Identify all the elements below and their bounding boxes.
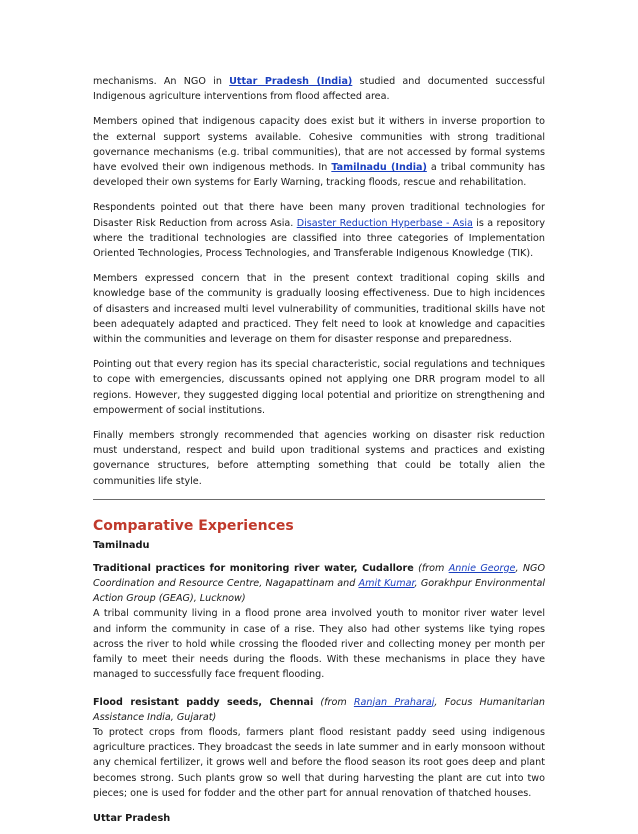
section-title: Comparative Experiences xyxy=(93,517,294,534)
experience-item xyxy=(93,561,545,683)
experience-item-body: To protect crops from floods, farmers plant flood resistant paddy seed using indigenous agriculture practices. They broadcast the seeds in late summer and in early monsoon without any chemical fertilizer, it grows well and before the flood season its root goes deep and plant becomes strong. Such plants grow so well that during harvesting the plant are cut into two pieces; one is used for fodder and the other part for annual renovation of thatched houses. xyxy=(93,726,545,799)
experience-item-heading: Flood resistant paddy seeds, Chennai (from Ranjan Praharaj, Focus Humanitarian Assistance India, Gujarat) xyxy=(93,696,545,723)
subsection-title-tamilnadu: Tamilnadu xyxy=(93,539,150,551)
paragraph-5: Pointing out that every region has its special characteristic, social regulations and techniques to cope with emergencies, discussants opined not applying one DRR program model to all regions. However, they suggested digging local potential and prioritize on strengthening and empowerment of social institutions. xyxy=(93,359,545,416)
paragraph-2: Members opined that indigenous capacity does exist but it withers in inverse proportion to the external support systems available. Cohesive communities with strong traditional governance mechanisms (e.g. tribal communities), that are not accessed by formal systems have evolved their own indigenous methods. In Tamilnadu (India) a tribal community has developed their own systems for Early Warning, tracking floods, rescue and rehabilitation. xyxy=(93,116,545,189)
experience-item-title: Traditional practices for monitoring river water, Cudallore xyxy=(93,562,414,574)
experience-item xyxy=(93,695,545,801)
paragraph-6: Finally members strongly recommended that agencies working on disaster risk reduction must understand, respect and build upon traditional systems and practices and existing governance structures, before attempting something that could be totally alien the communities life style. xyxy=(93,430,545,487)
paragraph-3: Respondents pointed out that there have been many proven traditional technologies for Disaster Risk Reduction from across Asia. Disaster Reduction Hyperbase - Asia is a repository where the traditional technologies are classified into three categories of Implementation Oriented Technologies, Process Technologies, and Transferable Indigenous Knowledge (TIK). xyxy=(93,202,545,260)
paragraph-1: mechanisms. An NGO in Uttar Pradesh (India) studied and documented successful Indigenous agriculture interventions from flood affected area. xyxy=(93,76,545,103)
experience-item-title: Flood resistant paddy seeds, Chennai xyxy=(93,696,314,708)
paragraph-4: Members expressed concern that in the present context traditional coping skills and knowledge base of the community is gradually loosing effectiveness. Due to high incidences of disasters and increased multi level vulnerability of communities, traditional skills have not been adequately adapted and practiced. They felt need to look at knowledge and capacities within the communities and leverage on them for disaster response and preparedness. xyxy=(93,273,545,346)
link-author-ranjan-praharaj[interactable]: Ranjan Praharaj xyxy=(353,696,435,708)
experience-item-heading: Traditional practices for monitoring river water, Cudallore (from Annie George, NGO Coordination and Resource Centre, Nagapattinam and Amit Kumar, Gorakhpur Environmental Action Group (GEAG), Lucknow) xyxy=(93,562,546,605)
experience-item-body: A tribal community living in a flood prone area involved youth to monitor river water level and inform the community in case of a rise. They also had other systems like tying ropes across the river to hold while crossing the flooded river and collecting money per month per family to meet their needs during the floods. With these mechanisms in place they have managed to successfully face frequent flooding. xyxy=(93,608,545,681)
link-disaster-reduction-hyperbase[interactable]: Disaster Reduction Hyperbase - Asia xyxy=(296,217,473,229)
subsection-title-uttar-pradesh: Uttar Pradesh xyxy=(93,812,171,824)
link-author-amit-kumar[interactable]: Amit Kumar xyxy=(358,578,415,590)
document-page xyxy=(93,74,545,834)
section-divider xyxy=(93,499,545,500)
link-uttar-pradesh[interactable]: Uttar Pradesh (India) xyxy=(229,76,353,87)
link-author-annie-george[interactable]: Annie George xyxy=(448,562,516,574)
link-tamilnadu[interactable]: Tamilnadu (India) xyxy=(331,162,427,174)
